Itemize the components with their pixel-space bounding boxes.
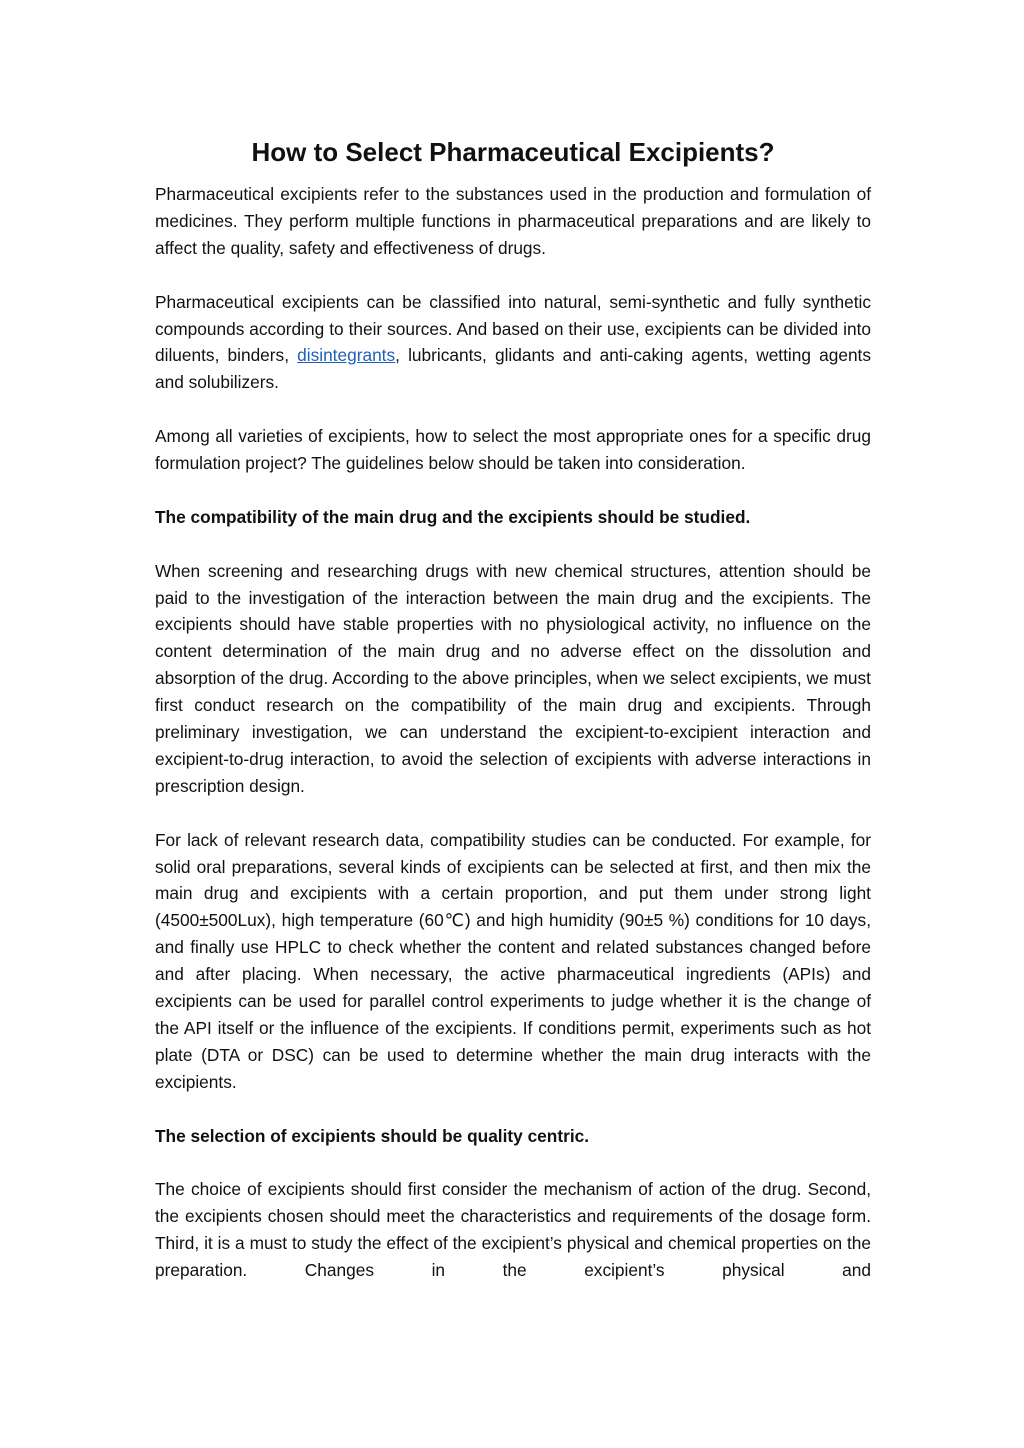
compatibility-paragraph: When screening and researching drugs with new chemical structures, attention should be paid to the investigation of the interaction between the main drug and the excipients. The excipients should have stable properties with no physiological activity, no influence on the content determination of the main drug and no adverse effect on the dissolution and absorption of the drug. According to the above principles, when we select excipients, we must first conduct research on the compatibility of the main drug and excipients. Through preliminary investigation, we can understand the excipient-to-excipient interaction and excipient-to-drug interaction, to avoid the selection of excipients with adverse interactions in prescription design. [155,560,871,796]
compatibility-heading: The compatibility of the main drug and the excipients should be studied. [155,506,751,527]
document-page [155,132,871,1311]
classification-text-after-link: , lubricants, glidants and anti-caking agents, wetting agents and solubilizers. [155,345,871,393]
classification-text-before-link: Pharmaceutical excipients can be classified into natural, semi-synthetic and fully synthetic compounds according to their sources. And based on their use, excipients can be divided into diluents, binders, [155,291,871,366]
disintegrants-link[interactable]: disintegrants [297,345,396,366]
quality-paragraph: The choice of excipients should first consider the mechanism of action of the drug. Second, the excipients chosen should meet the characteristics and requirements of the dosage form. Third, it is a must to study the effect of the excipient’s physical and chemical properties on the preparation. Changes in the excipient’s physical and [155,1179,871,1281]
intro-paragraph: Pharmaceutical excipients refer to the substances used in the production and formulation of medicines. They perform multiple functions in pharmaceutical preparations and are likely to affect the quality, safety and effectiveness of drugs. [155,184,871,258]
quality-heading: The selection of excipients should be quality centric. [155,1125,590,1146]
compatibility-study-paragraph: For lack of relevant research data, compatibility studies can be conducted. For example, for solid oral preparations, several kinds of excipients can be selected at first, and then mix the main drug and excipients with a certain proportion, and put them under strong light (4500±500Lux), high temperature (60℃) and high humidity (90±5 %) conditions for 10 days, and finally use HPLC to check whether the content and related substances changed before and after placing. When necessary, the active pharmaceutical ingredients (APIs) and excipients can be used for parallel control experiments to judge whether it is the change of the API itself or the influence of the excipients. If conditions permit, experiments such as hot plate (DTA or DSC) can be used to determine whether the main drug interacts with the excipients. [155,829,871,1092]
classification-paragraph [155,289,871,397]
page-title: How to Select Pharmaceutical Excipients? [251,137,775,167]
selection-question-paragraph: Among all varieties of excipients, how to select the most appropriate ones for a specific drug formulation project? The guidelines below should be taken into consideration. [155,426,871,474]
